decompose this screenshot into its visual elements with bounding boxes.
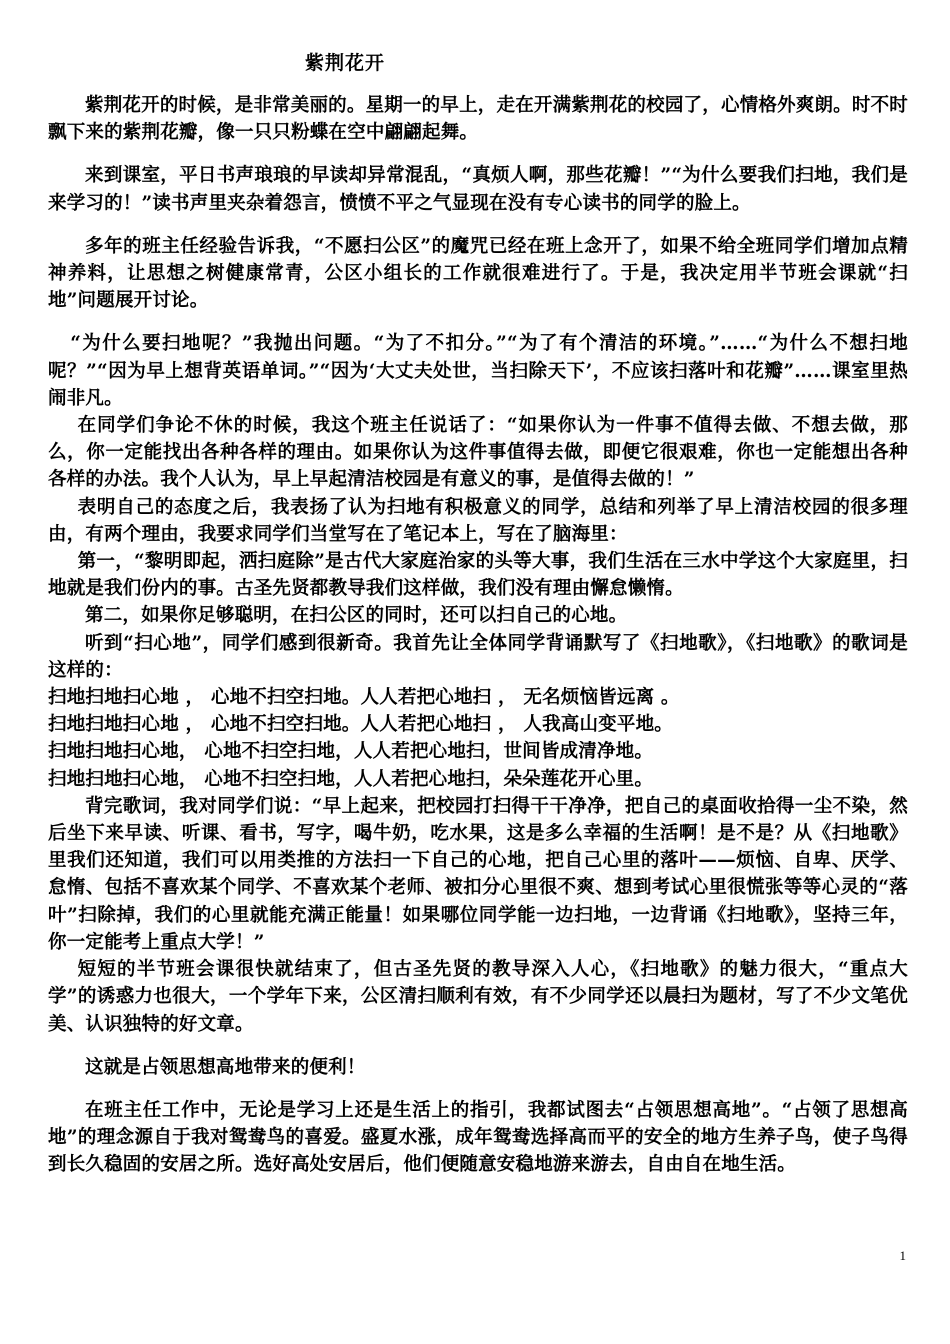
paragraph: 听到“扫心地”，同学们感到很新奇。我首先让全体同学背诵默写了《扫地歌》，《扫地歌》的歌词是这样的： bbox=[48, 632, 908, 681]
poem-line: 扫地扫地扫心地， 心地不扫空扫地，人人若把心地扫，朵朵莲花开心里。 bbox=[48, 768, 654, 790]
page-number: 1 bbox=[899, 1248, 906, 1263]
paragraph: 第一，“黎明即起，洒扫庭除”是古代大家庭治家的头等大事，我们生活在三水中学这个大家庭里，扫地就是我们份内的事。古圣先贤都教导我们这样做，我们没有理由懈怠懒惰。 bbox=[48, 551, 908, 600]
paragraph: 来到课室，平日书声琅琅的早读却异常混乱，“真烦人啊，那些花瓣！”“为什么要我们扫地，我们是来学习的！”读书声里夹杂着怨言，愤愤不平之气显现在没有专心读书的同学的脸上。 bbox=[48, 165, 908, 214]
poem-line: 扫地扫地扫心地 ， 心地不扫空扫地。人人若把心地扫 ， 人我高山变平地。 bbox=[48, 714, 673, 736]
poem-line: 扫地扫地扫心地， 心地不扫空扫地，人人若把心地扫，世间皆成清净地。 bbox=[48, 741, 654, 763]
paragraph: 背完歌词，我对同学们说：“早上起来，把校园打扫得干干净净，把自己的桌面收拾得一尘不染，然后坐下来早读、听课、看书，写字，喝牛奶，吃水果，这是多么幸福的生活啊！是不是？从《扫地歌》里我们还知道，我们可以用类推的方法扫一下自己的心地，把自己心里的落叶——烦恼、自卑、厌学、怠惰、包括不喜欢某个同学、不喜欢某个老师、被扣分心里很不爽、想到考试心里很慌张等等心灵的“落叶”扫除掉，我们的心里就能充满正能量！如果哪位同学能一边扫地，一边背诵《扫地歌》，坚持三年，你一定能考上重点大学！” bbox=[48, 795, 908, 953]
paragraph: 这就是占领思想高地带来的便利！ bbox=[85, 1056, 366, 1078]
poem-line: 扫地扫地扫心地 ， 心地不扫空扫地。人人若把心地扫 ， 无名烦恼皆远离 。 bbox=[48, 687, 680, 709]
paragraph: 短短的半节班会课很快就结束了，但古圣先贤的教导深入人心，《扫地歌》的魅力很大，“重点大学”的诱惑力也很大，一个学年下来，公区清扫顺利有效，有不少同学还以晨扫为题材，写了不少文笔优美、认识独特的好文章。 bbox=[48, 959, 908, 1035]
paragraph: 第二，如果你足够聪明，在扫公区的同时，还可以扫自己的心地。 bbox=[85, 605, 628, 627]
paragraph: 表明自己的态度之后，我表扬了认为扫地有积极意义的同学，总结和列举了早上清洁校园的很多理由，有两个理由，我要求同学们当堂写在了笔记本上，写在了脑海里： bbox=[48, 496, 908, 545]
paragraph: 紫荆花开的时候，是非常美丽的。星期一的早上，走在开满紫荆花的校园了，心情格外爽朗。时不时飘下来的紫荆花瓣，像一只只粉蝶在空中翩翩起舞。 bbox=[48, 95, 908, 144]
paragraph: “为什么要扫地呢？”我抛出问题。“为了不扣分。”“为了有个清洁的环境。”……“为什么不想扫地呢？”“因为早上想背英语单词。”“因为‘大丈夫处世，当扫除天下’，不应该扫落叶和花瓣”……课室里热闹非凡。 bbox=[48, 333, 908, 409]
paragraph: 在同学们争论不休的时候，我这个班主任说话了：“如果你认为一件事不值得去做、不想去做，那么，你一定能找出各种各样的理由。如果你认为这件事值得去做，即便它很艰难，你也一定能想出各种各样的办法。我个人认为，早上早起清洁校园是有意义的事，是值得去做的！” bbox=[48, 415, 908, 491]
paragraph: 多年的班主任经验告诉我，“不愿扫公区”的魔咒已经在班上念开了，如果不给全班同学们增加点精神养料，让思想之树健康常青，公区小组长的工作就很难进行了。于是，我决定用半节班会课就“扫地”问题展开讨论。 bbox=[48, 235, 908, 312]
paragraph: 在班主任工作中，无论是学习上还是生活上的指引，我都试图去“占领思想高地”。“占领了思想高地”的理念源自于我对鸳鸯鸟的喜爱。盛夏水涨，成年鸳鸯选择高而平的安全的地方生养子鸟，使子鸟得到长久稳固的安居之所。选好高处安居后，他们便随意安稳地游来游去，自由自在地生活。 bbox=[48, 1099, 908, 1176]
document-body bbox=[48, 92, 908, 1179]
document-title: 紫荆花开 bbox=[305, 52, 386, 74]
